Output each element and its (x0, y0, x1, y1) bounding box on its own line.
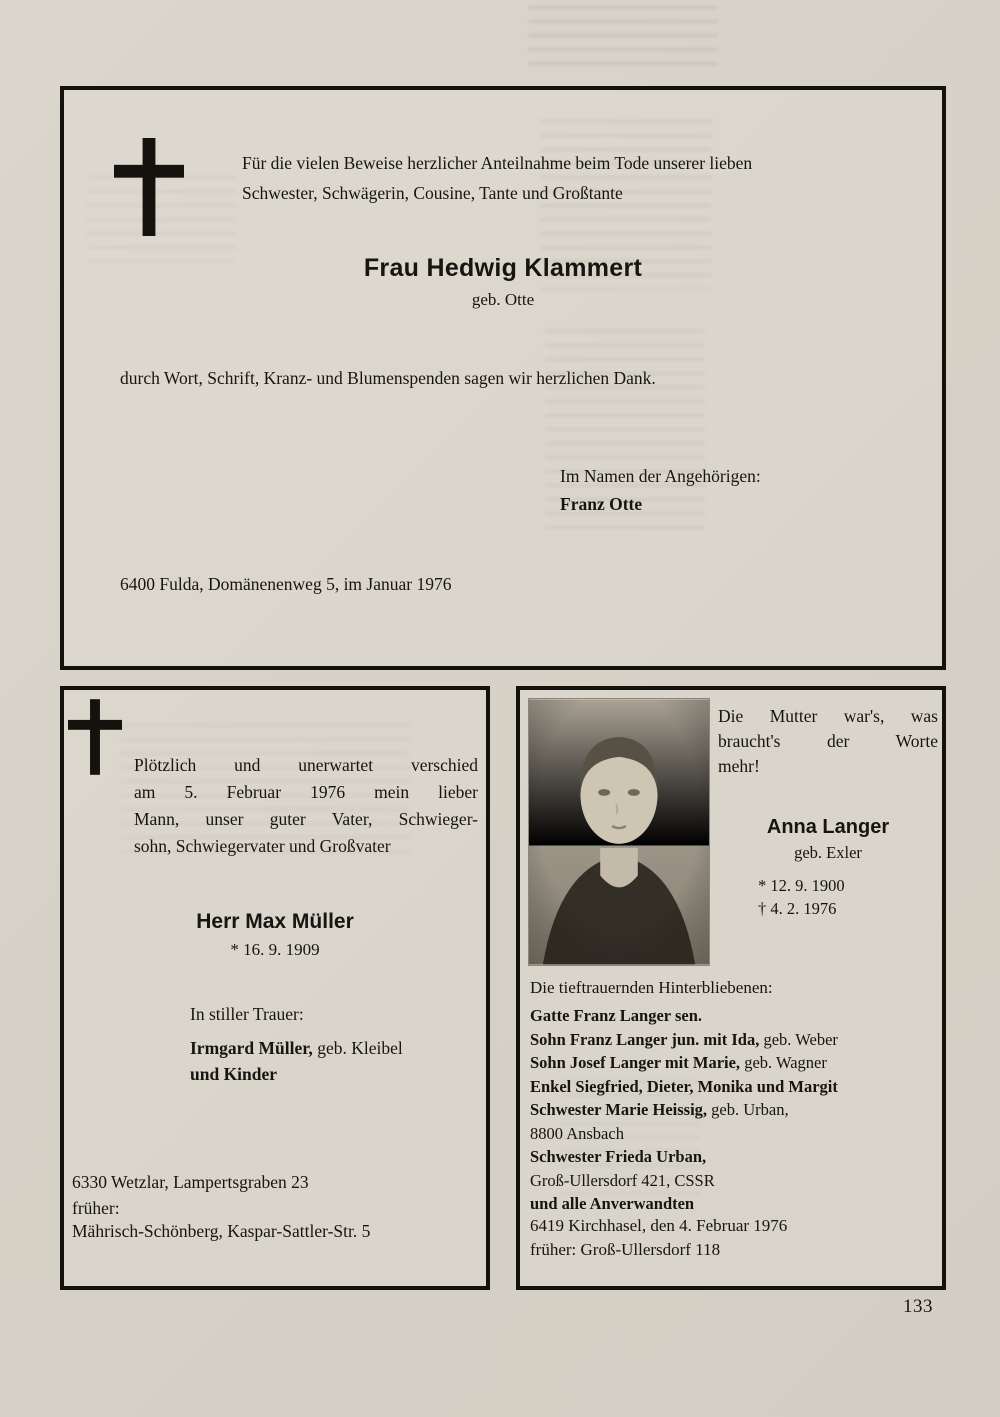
mourner-detail: Groß-Ullersdorf 421, CSSR (530, 1170, 715, 1190)
mourner-detail: 8800 Ansbach (530, 1123, 624, 1143)
intro-line: Plötzlich und unerwartet verschied (134, 755, 478, 775)
cross-icon (112, 138, 186, 236)
mourner-name: Irmgard Müller, (190, 1038, 313, 1058)
intro-line: Für die vielen Beweise herzlicher Anteilnahme beim Tode unserer lieben (242, 153, 753, 173)
death-date: † 4. 2. 1976 (758, 899, 837, 918)
address-line: früher: Groß-Ullersdorf 118 (530, 1240, 721, 1259)
deceased-name: Frau Hedwig Klammert (363, 254, 643, 282)
mourner-line: und Kinder (190, 1064, 278, 1084)
address-line: früher: (72, 1198, 120, 1218)
mourner-maiden: geb. Kleibel (312, 1038, 403, 1058)
mourner-name: Sohn Josef Langer mit Marie, (530, 1053, 741, 1072)
mourner-line (530, 1145, 934, 1169)
mourner-line (530, 1192, 934, 1216)
page-number: 133 (903, 1296, 933, 1317)
address-line: 6419 Kirchhasel, den 4. Februar 1976 (530, 1216, 788, 1235)
thanks-line: durch Wort, Schrift, Kranz- und Blumenspenden sagen wir herzlichen Dank. (120, 368, 656, 388)
mourner-line (530, 1051, 934, 1075)
mourner-line (530, 1004, 934, 1028)
on-behalf-label: Im Namen der Angehörigen: (560, 466, 761, 486)
epigraph (718, 704, 938, 779)
mourner-name: Schwester Marie Heissig, (530, 1100, 708, 1119)
intro-line: am 5. Februar 1976 mein lieber (134, 782, 478, 802)
address-line: Mährisch-Schönberg, Kaspar-Sattler-Str. 5 (72, 1221, 371, 1241)
mourner-name: Sohn Franz Langer jun. mit Ida, (530, 1029, 760, 1049)
death-announcement-text (134, 752, 478, 860)
mourner-name: Enkel Siegfried, Dieter, Monika und Margit (530, 1076, 838, 1096)
mourner-name: Gatte Franz Langer sen. (530, 1006, 703, 1025)
mourner-name: Schwester Frieda Urban, (530, 1147, 707, 1166)
mourner-line (190, 1038, 403, 1059)
obituary-mueller (60, 686, 490, 1290)
mourner-detail: geb. Weber (759, 1029, 838, 1049)
signatory-name: Franz Otte (560, 494, 643, 514)
mourner-detail: geb. Urban, (707, 1100, 789, 1119)
mourner-line (530, 1098, 934, 1122)
intro-line: sohn, Schwiegervater und Großvater (134, 836, 391, 856)
birth-date: * 16. 9. 1909 (230, 940, 320, 959)
mourner-name: und alle Anverwandten (530, 1194, 695, 1213)
address-line: 6400 Fulda, Domänenenweg 5, im Januar 1976 (120, 574, 452, 594)
mourners-list (530, 1004, 934, 1216)
obituary-klammert (60, 86, 946, 670)
condolence-intro (242, 148, 910, 208)
birth-date: * 12. 9. 1900 (758, 876, 845, 895)
mourners-label: Die tieftrauernden Hinterbliebenen: (530, 978, 773, 997)
intro-line: Mann, unser guter Vater, Schwieger- (134, 809, 478, 829)
mourner-line (530, 1169, 934, 1193)
mourning-label: In stiller Trauer: (190, 1004, 304, 1024)
bleedthrough-artifact (528, 6, 718, 68)
intro-line: Schwester, Schwägerin, Cousine, Tante und Großtante (242, 183, 623, 203)
mourner-line (530, 1122, 934, 1146)
mourner-detail: geb. Wagner (740, 1053, 827, 1072)
mourner-line (530, 1075, 934, 1099)
epigraph-line: Die Mutter war's, was (718, 706, 938, 726)
address-line: 6330 Wetzlar, Lampertsgraben 23 (72, 1172, 309, 1192)
maiden-name: geb. Otte (471, 290, 535, 309)
obituary-langer (516, 686, 946, 1290)
cross-icon (68, 696, 122, 778)
portrait-photo (528, 698, 710, 966)
maiden-name: geb. Exler (794, 843, 862, 862)
mourner-line (530, 1028, 934, 1052)
epigraph-line: mehr! (718, 756, 760, 776)
deceased-name: Anna Langer (766, 816, 890, 838)
epigraph-line: braucht's der Worte (718, 731, 938, 751)
deceased-name: Herr Max Müller (196, 910, 354, 933)
